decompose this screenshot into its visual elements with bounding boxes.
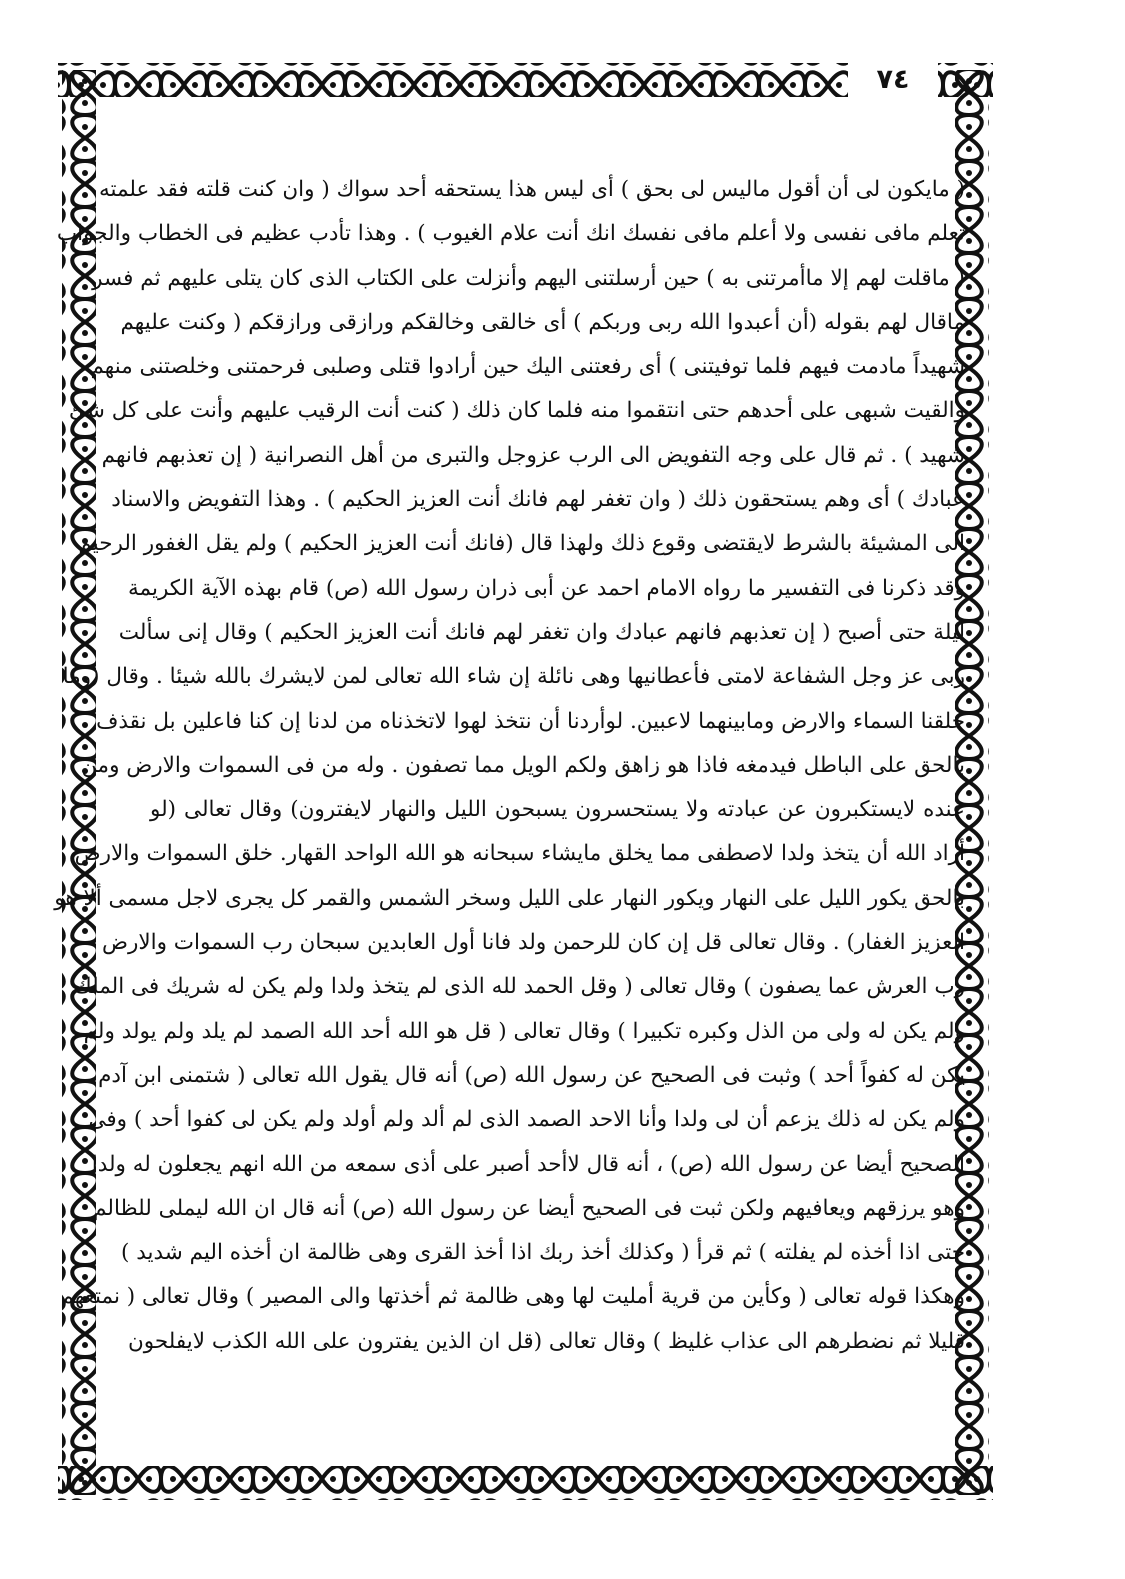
text-line: شهيداً مادمت فيهم فلما توفيتنى ) أى رفعتنى اليك حين أرادوا قتلى وصلبى فرحمتنى وخلصتنى منهم [90,354,965,380]
text-line: العزيز الغفار) . وقال تعالى قل إن كان للرحمن ولد فانا أول العابدين سبحان رب السموات والارض [101,930,965,956]
text-line: ولم يكن له ولى من الذل وكبره تكبيرا ) وقال تعالى ( قل هو الله أحد الله الصمد لم يلد ولم يولد ولم [83,1018,965,1044]
text-line: قليلا ثم نضطرهم الى عذاب غليظ ) وقال تعالى (قل ان الذين يفترون على الله الكذب لايفلحون [128,1328,965,1354]
text-line: ليلة حتى أصبح ( إن تعذبهم فانهم عبادك وان تغفر لهم فانك أنت العزيز الحكيم ) وقال إنى سألت [118,619,965,645]
text-line: أراد الله أن يتخذ ولدا لاصطفى مما يخلق مايشاء سبحانه هو الله الواحد القهار. خلق السموات والارض [74,841,965,867]
text-line: وهكذا قوله تعالى ( وكأين من قرية أمليت لها وهى ظالمة ثم أخذتها والى المصير ) وقال تعالى ( نمتعهم [60,1284,965,1310]
text-line: بالحق على الباطل فيدمغه فاذا هو زاهق ولكم الويل مما تصفون . وله من فى السموات والارض ومن [81,752,965,778]
text-line: ماقال لهم بقوله (أن أعبدوا الله ربى وربكم ) أى خالقى وخالقكم ورازقى ورازقكم ( وكنت عليهم [120,309,965,335]
text-line: ربى عز وجل الشفاعة لامتى فأعطانيها وهى نائلة إن شاء الله تعالى لمن لايشرك بالله شيئا . وقال (وما [62,664,965,690]
text-line: رب العرش عما يصفون ) وقال تعالى ( وقل الحمد لله الذى لم يتخذ ولدا ولم يكن له شريك فى الملك [73,974,965,1000]
text-line: خلقنا السماء والارض ومابينهما لاعبين. لوأردنا أن نتخذ لهوا لاتخذناه من لدنا إن كنا فاعلين بل نقذف [96,708,965,734]
text-line: الصحيح أيضا عن رسول الله (ص) ، أنه قال لاأحد أصبر على أذى سمعه من الله انهم يجعلون له ولدا [91,1151,965,1177]
text-line: بالحق يكور الليل على النهار ويكور النهار على الليل وسخر الشمس والقمر كل يجرى لاجل مسمى ألا هو [54,885,965,911]
text-line: ولم يكن له ذلك يزعم أن لى ولدا وأنا الاحد الصمد الذى لم ألد ولم أولد ولم يكن لى كفوا أحد ) وفى [88,1107,965,1133]
text-line: وهو يرزقهم ويعافيهم ولكن ثبت فى الصحيح أيضا عن رسول الله (ص) أنه قال ان الله ليملى للظالم [93,1195,965,1221]
text-line: حتى اذا أخذه لم يفلته ) ثم قرأ ( وكذلك أخذ ربك اذا أخذ القرى وهى ظالمة ان أخذه اليم شديد ) [120,1240,965,1266]
text-line: الى المشيئة بالشرط لايقتضى وقوع ذلك ولهذا قال (فانك أنت العزيز الحكيم ) ولم يقل الغفور الرحيم [78,531,965,557]
text-line: تعلم مافى نفسى ولا أعلم مافى نفسك انك أنت علام الغيوب ) . وهذا تأدب عظيم فى الخطاب والجواب [56,221,965,247]
text-line: شهيد ) . ثم قال على وجه التفويض الى الرب عزوجل والتبرى من أهل النصرانية ( إن تعذبهم فانهم [101,442,965,468]
text-line: عنده لايستكبرون عن عبادته ولا يستحسرون يسبحون الليل والنهار لايفترون) وقال تعالى (لو [150,797,965,823]
text-line: ( مايكون لى أن أقول ماليس لى بحق ) أى ليس هذا يستحقه أحد سواك ( وان كنت قلته فقد علمته [98,177,965,202]
text-line: وقد ذكرنا فى التفسير ما رواه الامام احمد عن أبى ذران رسول الله (ص) قام بهذه الآية الكريمة [128,575,965,601]
text-line: يكن له كفواً أحد ) وثبت فى الصحيح عن رسول الله (ص) أنه قال يقول الله تعالى ( شتمنى ابن آدم [98,1062,965,1088]
text-line: عبادك ) أى وهم يستحقون ذلك ( وان تغفر لهم فانك أنت العزيز الحكيم ) . وهذا التفويض والاسناد [111,487,965,513]
text-line: والقيت شبهى على أحدهم حتى انتقموا منه فلما كان ذلك ( كنت أنت الرقيب عليهم وأنت على كل شئ [68,398,965,424]
text-line: ( ماقلت لهم إلا ماأمرتنى به ) حين أرسلتنى اليهم وأنزلت على الكتاب الذى كان يتلى عليهم ثم فسر [92,265,965,291]
page-number: ٧٤ [848,60,938,100]
page-body-text [54,168,965,1364]
